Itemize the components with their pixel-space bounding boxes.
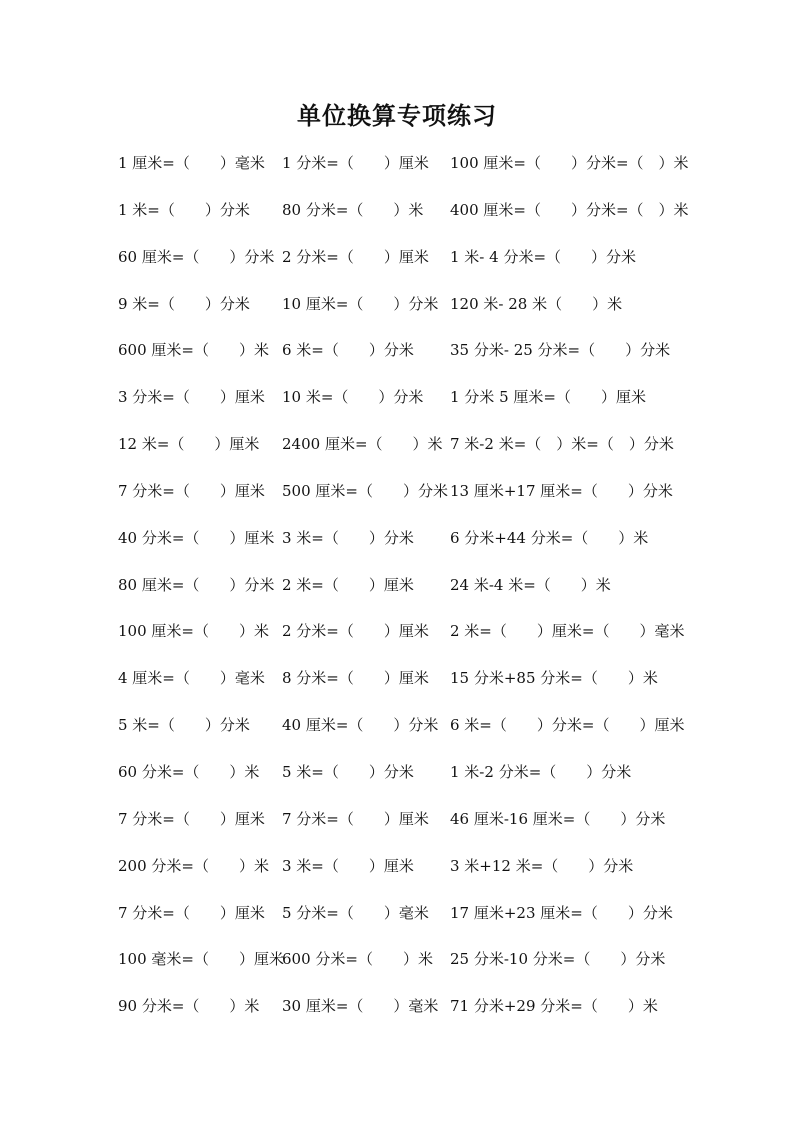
exercise-item: 3 分米=（ ）厘米 [118, 388, 265, 407]
exercise-item: 10 厘米=（ ）分米 [282, 294, 439, 313]
exercise-item: 600 分米=（ ）米 [282, 950, 433, 969]
exercise-item: 7 分米=（ ）厘米 [118, 903, 265, 922]
exercise-item: 90 分米=（ ）米 [118, 997, 260, 1016]
exercise-item: 3 米=（ ）厘米 [282, 856, 414, 875]
exercise-row [0, 291, 794, 338]
exercise-item: 10 米=（ ）分米 [282, 388, 424, 407]
exercise-item: 12 米=（ ）厘米 [118, 435, 260, 454]
exercise-item: 7 分米=（ ）厘米 [282, 809, 429, 828]
exercise-item: 6 米=（ ）分米=（ ）厘米 [450, 716, 685, 735]
exercise-item: 5 米=（ ）分米 [118, 716, 250, 735]
exercise-row [0, 993, 794, 1040]
exercise-item: 7 米-2 米=（ ）米=（ ）分米 [450, 435, 674, 454]
exercise-item: 1 米-2 分米=（ ）分米 [450, 762, 632, 781]
exercise-item: 1 分米=（ ）厘米 [282, 154, 429, 172]
exercise-item: 3 米=（ ）分米 [282, 528, 414, 547]
exercise-item: 5 分米=（ ）毫米 [282, 903, 429, 922]
exercise-row [0, 150, 794, 197]
exercise-item: 5 米=（ ）分米 [282, 762, 414, 781]
exercise-row [0, 337, 794, 384]
exercise-item: 71 分米+29 分米=（ ）米 [450, 997, 658, 1016]
exercise-item: 24 米-4 米=（ ）米 [450, 575, 611, 594]
exercise-list [0, 150, 794, 1040]
exercise-item: 1 米- 4 分米=（ ）分米 [450, 247, 637, 266]
exercise-item: 4 厘米=（ ）毫米 [118, 669, 265, 688]
exercise-row [0, 806, 794, 853]
exercise-row [0, 244, 794, 291]
exercise-row [0, 478, 794, 525]
exercise-item: 40 分米=（ ）厘米 [118, 528, 275, 547]
exercise-item: 400 厘米=（ ）分米=（ ）米 [450, 200, 689, 219]
exercise-item: 1 厘米=（ ）毫米 [118, 154, 265, 172]
exercise-item: 200 分米=（ ）米 [118, 856, 269, 875]
exercise-item: 3 米+12 米=（ ）分米 [450, 856, 634, 875]
exercise-item: 2 分米=（ ）厘米 [282, 622, 429, 641]
exercise-item: 13 厘米+17 厘米=（ ）分米 [450, 481, 673, 500]
exercise-item: 7 分米=（ ）厘米 [118, 481, 265, 500]
exercise-item: 80 厘米=（ ）分米 [118, 575, 275, 594]
exercise-item: 120 米- 28 米（ ）米 [450, 294, 623, 313]
exercise-row [0, 665, 794, 712]
exercise-item: 6 分米+44 分米=（ ）米 [450, 528, 649, 547]
exercise-item: 25 分米-10 分米=（ ）分米 [450, 950, 666, 969]
exercise-item: 1 米=（ ）分米 [118, 200, 250, 219]
exercise-row [0, 384, 794, 431]
page-title: 单位换算专项练习 [297, 101, 497, 130]
exercise-item: 17 厘米+23 厘米=（ ）分米 [450, 903, 673, 922]
exercise-item: 7 分米=（ ）厘米 [118, 809, 265, 828]
exercise-item: 600 厘米=（ ）米 [118, 341, 269, 360]
exercise-row [0, 900, 794, 947]
exercise-item: 2400 厘米=（ ）米 [282, 435, 443, 454]
exercise-item: 2 分米=（ ）厘米 [282, 247, 429, 266]
exercise-row [0, 712, 794, 759]
exercise-item: 15 分米+85 分米=（ ）米 [450, 669, 658, 688]
exercise-item: 35 分米- 25 分米=（ ）分米 [450, 341, 671, 360]
exercise-item: 2 米=（ ）厘米=（ ）毫米 [450, 622, 685, 641]
exercise-row [0, 572, 794, 619]
exercise-item: 6 米=（ ）分米 [282, 341, 414, 360]
exercise-item: 30 厘米=（ ）毫米 [282, 997, 439, 1016]
exercise-row [0, 431, 794, 478]
exercise-item: 60 分米=（ ）米 [118, 762, 260, 781]
exercise-item: 9 米=（ ）分米 [118, 294, 250, 313]
exercise-item: 80 分米=（ ）米 [282, 200, 424, 219]
exercise-row [0, 618, 794, 665]
exercise-item: 46 厘米-16 厘米=（ ）分米 [450, 809, 666, 828]
exercise-row [0, 197, 794, 244]
exercise-row [0, 525, 794, 572]
exercise-item: 100 厘米=（ ）米 [118, 622, 269, 641]
exercise-item: 100 厘米=（ ）分米=（ ）米 [450, 154, 689, 172]
exercise-item: 8 分米=（ ）厘米 [282, 669, 429, 688]
exercise-item: 60 厘米=（ ）分米 [118, 247, 275, 266]
exercise-row [0, 853, 794, 900]
exercise-item: 500 厘米=（ ）分米 [282, 481, 448, 500]
exercise-row [0, 946, 794, 993]
exercise-item: 100 毫米=（ ）厘米 [118, 950, 284, 969]
exercise-item: 2 米=（ ）厘米 [282, 575, 414, 594]
exercise-item: 40 厘米=（ ）分米 [282, 716, 439, 735]
exercise-row [0, 759, 794, 806]
exercise-item: 1 分米 5 厘米=（ ）厘米 [450, 388, 646, 407]
